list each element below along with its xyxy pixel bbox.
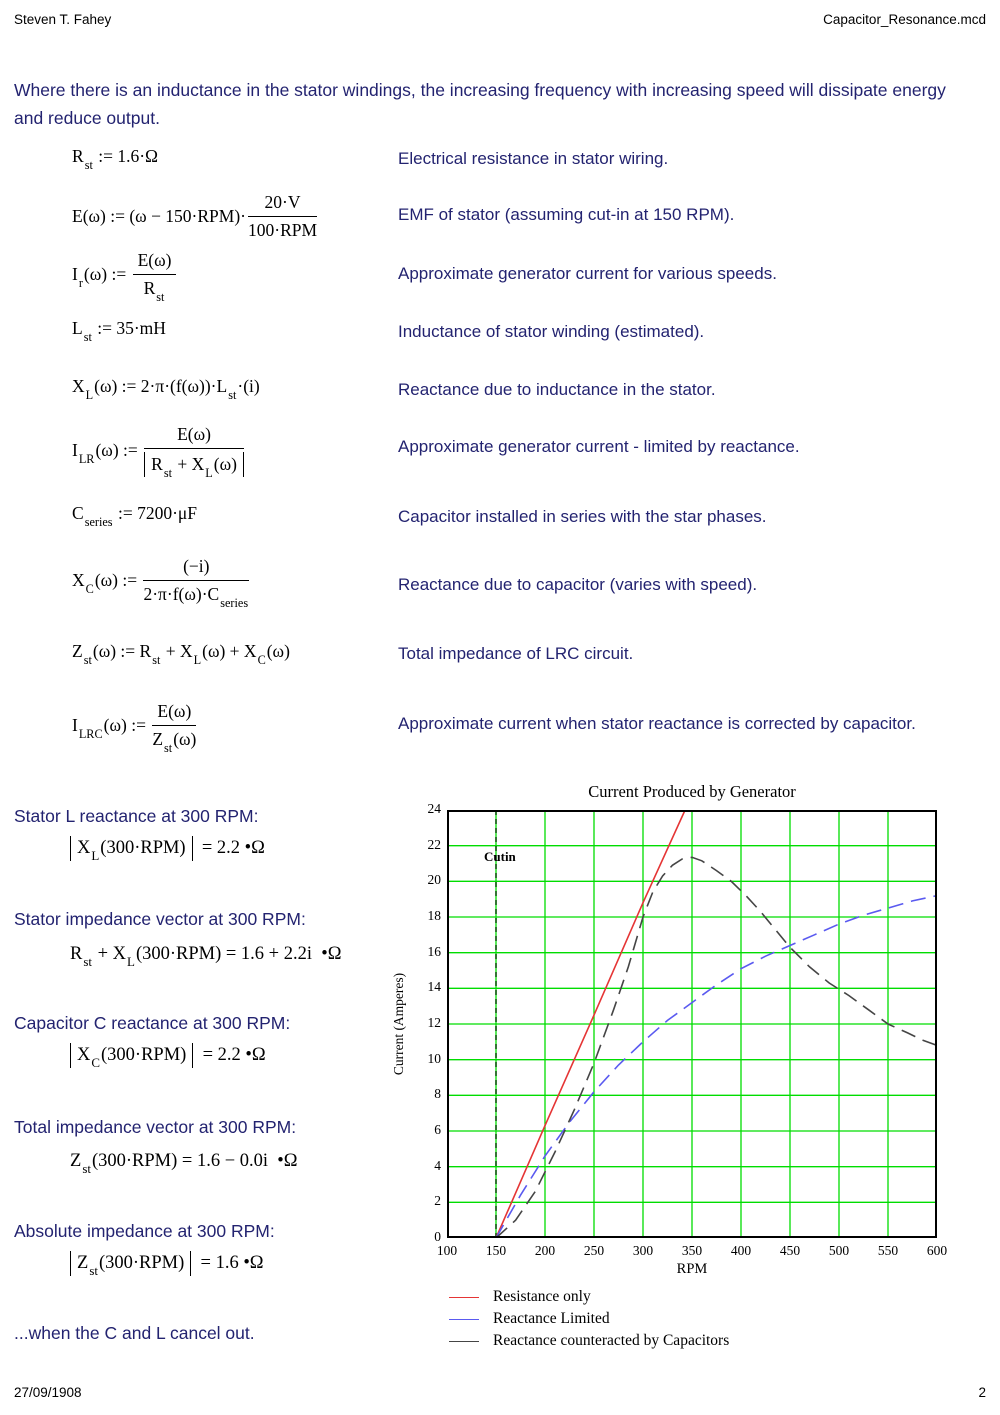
y-tick-22: 22 — [427, 836, 441, 852]
y-tick-18: 18 — [427, 908, 441, 923]
legend-item-2 — [449, 1330, 729, 1352]
legend-item-1 — [449, 1308, 729, 1330]
formula-xc — [72, 556, 251, 610]
legend-swatch-1 — [449, 1319, 479, 1320]
formula-xl-description: Reactance due to inductance in the stator. — [398, 380, 716, 399]
math-expression: $I_r(\omega)$ := — [72, 264, 131, 290]
y-tick-10: 10 — [427, 1050, 441, 1066]
result-eq-total-impedance-vector: $Z_{st}(300\cdot RPM) = 1.6 - 0.0i$ •Ω — [70, 1151, 298, 1177]
result-eq-capacitor-c-reactance: $X_C(300\cdot RPM)$ = 2.2 •Ω — [70, 1043, 266, 1068]
math-expression: $X_C(\omega)$ := — [72, 570, 142, 596]
x-tick-150: 150 — [485, 1243, 507, 1258]
y-tick-24: 24 — [427, 801, 441, 816]
math-expression: $I_{LR}(\omega)$ := — [72, 440, 143, 466]
x-tick-250: 250 — [583, 1243, 605, 1258]
absolute-value: $Z_{st}(300\cdot RPM)$ — [70, 1251, 191, 1276]
result-heading-absolute-impedance: Absolute impedance at 300 RPM: — [14, 1221, 275, 1241]
absolute-value: $X_L(300\cdot RPM)$ — [70, 836, 193, 861]
header-author: Steven T. Fahey — [14, 12, 112, 27]
result-eq-stator-l-reactance: $X_L(300\cdot RPM)$ = 2.2 •Ω — [70, 836, 265, 861]
y-tick-8: 8 — [434, 1086, 441, 1102]
y-tick-14: 14 — [427, 979, 441, 995]
formula-lst — [72, 318, 166, 344]
fraction: $\frac{E(\omega)}{Z_{st}(\omega)}$ — [152, 701, 197, 755]
math-expression: $X_L(\omega)$ := $2\cdot\pi\cdot(f(\omega))\cdot L_{st}\cdot(i)$ — [72, 376, 260, 402]
absolute-value: $R_{st} + X_L(\omega)$ — [144, 452, 244, 477]
formula-xc-description: Reactance due to capacitor (varies with speed). — [398, 575, 758, 594]
formula-rst — [72, 146, 159, 172]
series-2 — [496, 857, 937, 1238]
result-eq-absolute-impedance: $Z_{st}(300\cdot RPM)$ = 1.6 •Ω — [70, 1251, 264, 1276]
math-expression: $I_{LRC}(\omega)$ := — [72, 715, 151, 741]
x-tick-400: 400 — [730, 1243, 752, 1258]
result-heading-stator-l-reactance: Stator L reactance at 300 RPM: — [14, 806, 259, 826]
math-expression: E(ω) := (ω − 150·RPM)· — [72, 206, 247, 226]
formula-ilrc — [72, 701, 198, 755]
generator-current-chart — [447, 810, 937, 1238]
header-filename: Capacitor_Resonance.mcd — [823, 12, 986, 27]
fraction: $\frac{(-i)}{2\cdot\pi\cdot f(\omega)\cdot C_{series}}$ — [143, 556, 249, 610]
formula-emf — [72, 192, 319, 241]
y-tick-0: 0 — [434, 1229, 441, 1244]
x-tick-350: 350 — [681, 1243, 703, 1258]
formula-cseries-description: Capacitor installed in series with the star phases. — [398, 507, 767, 526]
y-tick-6: 6 — [434, 1122, 441, 1137]
footer-page-number: 2 — [978, 1385, 986, 1400]
fraction: $\frac{20\cdot V}{\text{100·RPM}}$ — [248, 192, 318, 240]
legend-label-2: Reactance counteracted by Capacitors — [493, 1332, 730, 1349]
x-axis-label: RPM — [676, 1261, 708, 1277]
x-tick-550: 550 — [877, 1243, 899, 1258]
chart-title: Current Produced by Generator — [588, 782, 796, 801]
math-expression: $Z_{st}(\omega)$ := $R_{st} + X_L(\omega) + X_C(\omega)$ — [72, 641, 290, 667]
y-axis-label: Current (Amperes) — [391, 972, 406, 1076]
y-tick-12: 12 — [427, 1015, 441, 1030]
formula-xl — [72, 376, 260, 402]
series-1 — [496, 896, 937, 1238]
x-tick-300: 300 — [632, 1243, 654, 1258]
legend-label-1: Reactance Limited — [493, 1310, 610, 1327]
formula-ilrc-description: Approximate current when stator reactance is corrected by capacitor. — [398, 714, 916, 733]
x-tick-100: 100 — [436, 1243, 458, 1258]
y-tick-20: 20 — [427, 872, 441, 888]
formula-emf-description: EMF of stator (assuming cut-in at 150 RPM). — [398, 205, 735, 224]
y-tick-4: 4 — [434, 1157, 441, 1173]
formula-ilr — [72, 424, 246, 480]
x-tick-600: 600 — [926, 1243, 948, 1258]
intro-paragraph: Where there is an inductance in the stator windings, the increasing frequency with increasing speed will dissipate energy and reduce output. — [14, 80, 946, 128]
result-eq-stator-impedance-vector: $R_{st} + X_L(300\cdot RPM) = 1.6 + 2.2i$ •Ω — [70, 944, 342, 970]
y-axis-tick-labels — [403, 801, 441, 1244]
formula-rst-description: Electrical resistance in stator wiring. — [398, 149, 669, 168]
chart-legend — [449, 1286, 729, 1352]
result-heading-stator-impedance-vector: Stator impedance vector at 300 RPM: — [14, 909, 306, 929]
math-expression: $L_{st}$ := 35·mH — [72, 318, 166, 344]
result-heading-total-impedance-vector: Total impedance vector at 300 RPM: — [14, 1117, 297, 1137]
cutin-annotation: Cutin — [484, 849, 516, 864]
formula-lst-description: Inductance of stator winding (estimated). — [398, 322, 705, 341]
legend-swatch-2 — [449, 1341, 479, 1342]
x-tick-500: 500 — [828, 1243, 850, 1258]
legend-item-0 — [449, 1286, 729, 1308]
legend-label-0: Resistance only — [493, 1288, 591, 1305]
formula-ir — [72, 250, 178, 304]
legend-swatch-0 — [449, 1297, 479, 1298]
x-tick-450: 450 — [779, 1243, 801, 1258]
y-tick-2: 2 — [434, 1193, 441, 1209]
x-axis-tick-labels — [436, 1243, 948, 1263]
math-expression: $C_{series}$ := 7200·μF — [72, 503, 198, 529]
x-tick-200: 200 — [534, 1243, 556, 1258]
formula-zst-description: Total impedance of LRC circuit. — [398, 644, 634, 663]
formula-ilr-description: Approximate generator current - limited by reactance. — [398, 437, 800, 456]
result-heading-capacitor-c-reactance: Capacitor C reactance at 300 RPM: — [14, 1013, 291, 1033]
math-expression: $R_{st}$ := 1.6·Ω — [72, 146, 159, 172]
formula-cseries — [72, 503, 198, 529]
formula-ir-description: Approximate generator current for various speeds. — [398, 264, 777, 283]
absolute-value: $X_C(300\cdot RPM)$ — [70, 1043, 193, 1068]
tail-note: ...when the C and L cancel out. — [14, 1323, 255, 1343]
footer-date: 27/09/1908 — [14, 1385, 82, 1400]
fraction: $\frac{E(\omega)}{R_{st} + X_L(\omega)}$ — [144, 424, 244, 477]
y-tick-16: 16 — [427, 943, 441, 959]
formula-zst — [72, 641, 290, 667]
fraction: $\frac{E(\omega)}{R_{st}}$ — [133, 250, 177, 299]
